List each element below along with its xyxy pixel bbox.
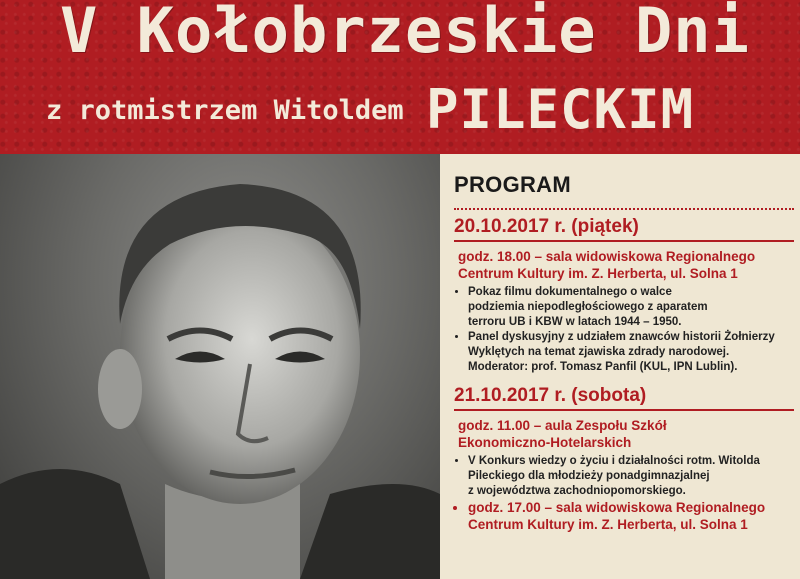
event-items [454, 285, 794, 375]
item-line: podziemia niepodległościowego z aparatem [468, 301, 708, 313]
list-item [468, 330, 794, 375]
item-line: • Panel dyskusyjny z udziałem znawców historii Żołnierzy [468, 331, 775, 343]
item-line: • Pokaz filmu dokumentalnego o walce [468, 286, 672, 298]
event-line: Centrum Kultury im. Z. Herberta, ul. Solna 1 [458, 266, 738, 281]
divider [454, 409, 794, 411]
divider [454, 240, 794, 242]
event-items [454, 454, 794, 533]
event-line: godz. 18.00 – sala widowiskowa Regionalnego [458, 249, 756, 264]
item-line: Centrum Kultury im. Z. Herberta, ul. Solna 1 [468, 517, 748, 532]
day-date: 20.10.2017 r. (piątek) [454, 216, 639, 237]
item-line: • godz. 17.00 – sala widowiskowa Regionalnego [468, 500, 766, 515]
item-line: terroru UB i KBW w latach 1944 – 1950. [468, 316, 682, 328]
program-section [454, 172, 794, 543]
day-date: 21.10.2017 r. (sobota) [454, 385, 647, 406]
item-line: Moderator: prof. Tomasz Panfil (KUL, IPN Lublin). [468, 361, 738, 373]
item-line: Wyklętych na temat zjawiska zdrady narodowej. [468, 346, 730, 358]
event-title: V Kołobrzeskie Dni [60, 0, 750, 67]
list-item [468, 499, 794, 533]
list-item [468, 285, 794, 330]
event-subtitle-name: PILECKIM [426, 78, 695, 141]
event-time-place [458, 417, 794, 451]
event-line: godz. 11.00 – aula Zespołu Szkół [458, 418, 667, 433]
item-line: z województwa zachodniopomorskiego. [468, 485, 686, 497]
event-time-place [458, 248, 794, 282]
event-subtitle: z rotmistrzem Witoldem [46, 95, 404, 126]
list-item [468, 454, 794, 499]
item-line: • V Konkurs wiedzy o życiu i działalności rotm. Witolda [468, 455, 760, 467]
event-line: Ekonomiczno-Hotelarskich [458, 435, 632, 450]
header-banner [0, 0, 800, 154]
program-heading: PROGRAM [454, 172, 571, 197]
item-line: Pileckiego dla młodzieży ponadgimnazjalnej [468, 470, 710, 482]
portrait-illustration [0, 154, 440, 579]
divider [454, 208, 794, 210]
portrait-photo [0, 154, 440, 579]
